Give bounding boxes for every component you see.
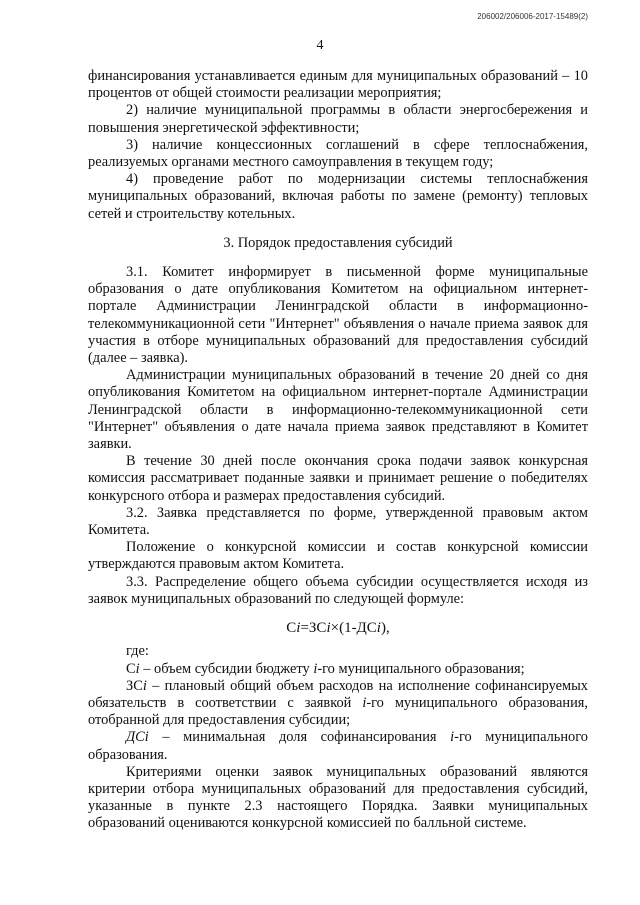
formula-part: С (286, 620, 297, 637)
def-index: i (362, 694, 367, 711)
paragraph: 3) наличие концессионных соглашений в сфере теплоснабжения, реализуемых органами местного самоуправления в текущем году; (88, 136, 588, 171)
paragraph: В течение 30 дней после окончания срока подачи заявок конкурсная комиссия рассматривает поданные заявки и принимает решение о победителях конкурсного отбора и размерах предоставления субсидий. (88, 453, 588, 504)
formula-index: i (376, 620, 381, 637)
def-text: -го муниципального образования. (88, 729, 588, 763)
definition-item (88, 729, 588, 763)
formula-index: i (326, 620, 331, 637)
def-index: i (135, 660, 140, 677)
document-body (88, 68, 588, 833)
paragraph: 2) наличие муниципальной программы в области энергосбережения и повышения энергетической эффективности; (88, 102, 588, 136)
paragraph: 3.2. Заявка представляется по форме, утвержденной правовым актом Комитета. (88, 504, 588, 539)
document-id: 206002/206006-2017-15489(2) (477, 12, 588, 21)
paragraph: Критериями оценки заявок муниципальных образований являются критерии отбора муниципальных образований для предоставления субсидий, указанные в пункте 2.3 настоящего Порядка. Заявки муниципальных образований оцениваются конкурсной комиссией по балльной системе. (88, 763, 588, 832)
paragraph: 3.1. Комитет информирует в письменной форме муниципальные образования о дате опубликования Комитетом на официальном интернет-портале Администрации Ленинградской области в информационно-телекоммуникационной сети "Интернет" объявления о начале приема заявок для участия в отборе муниципальных образований для предоставления субсидий (далее – заявка). (88, 264, 588, 367)
page-number: 4 (316, 38, 324, 53)
definition-item (88, 678, 588, 730)
definition-item (88, 661, 588, 678)
def-index: i (313, 660, 318, 677)
def-term: С (126, 660, 136, 677)
formula-index: i (296, 620, 301, 637)
def-text: – плановый общий объем расходов на исполнение софинансируемых обязательств в соответствии с заявкой (88, 677, 588, 711)
where-label: где: (126, 643, 149, 660)
def-text: – объем субсидии бюджету (139, 660, 314, 677)
formula-part: ), (380, 620, 390, 637)
def-index: i (142, 677, 147, 694)
def-text: -го муниципального образования; (317, 660, 525, 677)
def-index: i (450, 729, 455, 746)
formula-part: ×(1-ДС (330, 620, 377, 637)
paragraph: финансирования устанавливается единым для муниципальных образований – 10 процентов от общей стоимости реализации мероприятия; (88, 68, 588, 102)
def-term: ДС (126, 729, 145, 746)
section-heading: 3. Порядок предоставления субсидий (223, 234, 453, 251)
formula (88, 620, 588, 637)
paragraph: Администрации муниципальных образований в течение 20 дней со дня опубликования Комитетом на официальном интернет-портале Администрации Ленинградской области в информационно-телекоммуникационной сети "Интернет" объявления о дате начала приема заявок представляют в Комитет заявки. (88, 367, 588, 453)
def-text: – минимальная доля софинансирования (148, 729, 451, 746)
paragraph: 3.3. Распределение общего объема субсидии осуществляется исходя из заявок муниципальных образований по следующей формуле: (88, 573, 588, 607)
def-term: ЗС (126, 677, 143, 694)
formula-part: =ЗС (300, 620, 327, 637)
paragraph: Положение о конкурсной комиссии и состав конкурсной комиссии утверждаются правовым актом Комитета. (88, 539, 588, 573)
paragraph: 4) проведение работ по модернизации системы теплоснабжения муниципальных образований, включая работы по замене (ремонту) тепловых сетей и строительству котельных. (88, 171, 588, 222)
def-index: i (144, 729, 149, 746)
def-text: -го муниципального образования, отобранной для предоставления субсидии; (88, 694, 588, 729)
